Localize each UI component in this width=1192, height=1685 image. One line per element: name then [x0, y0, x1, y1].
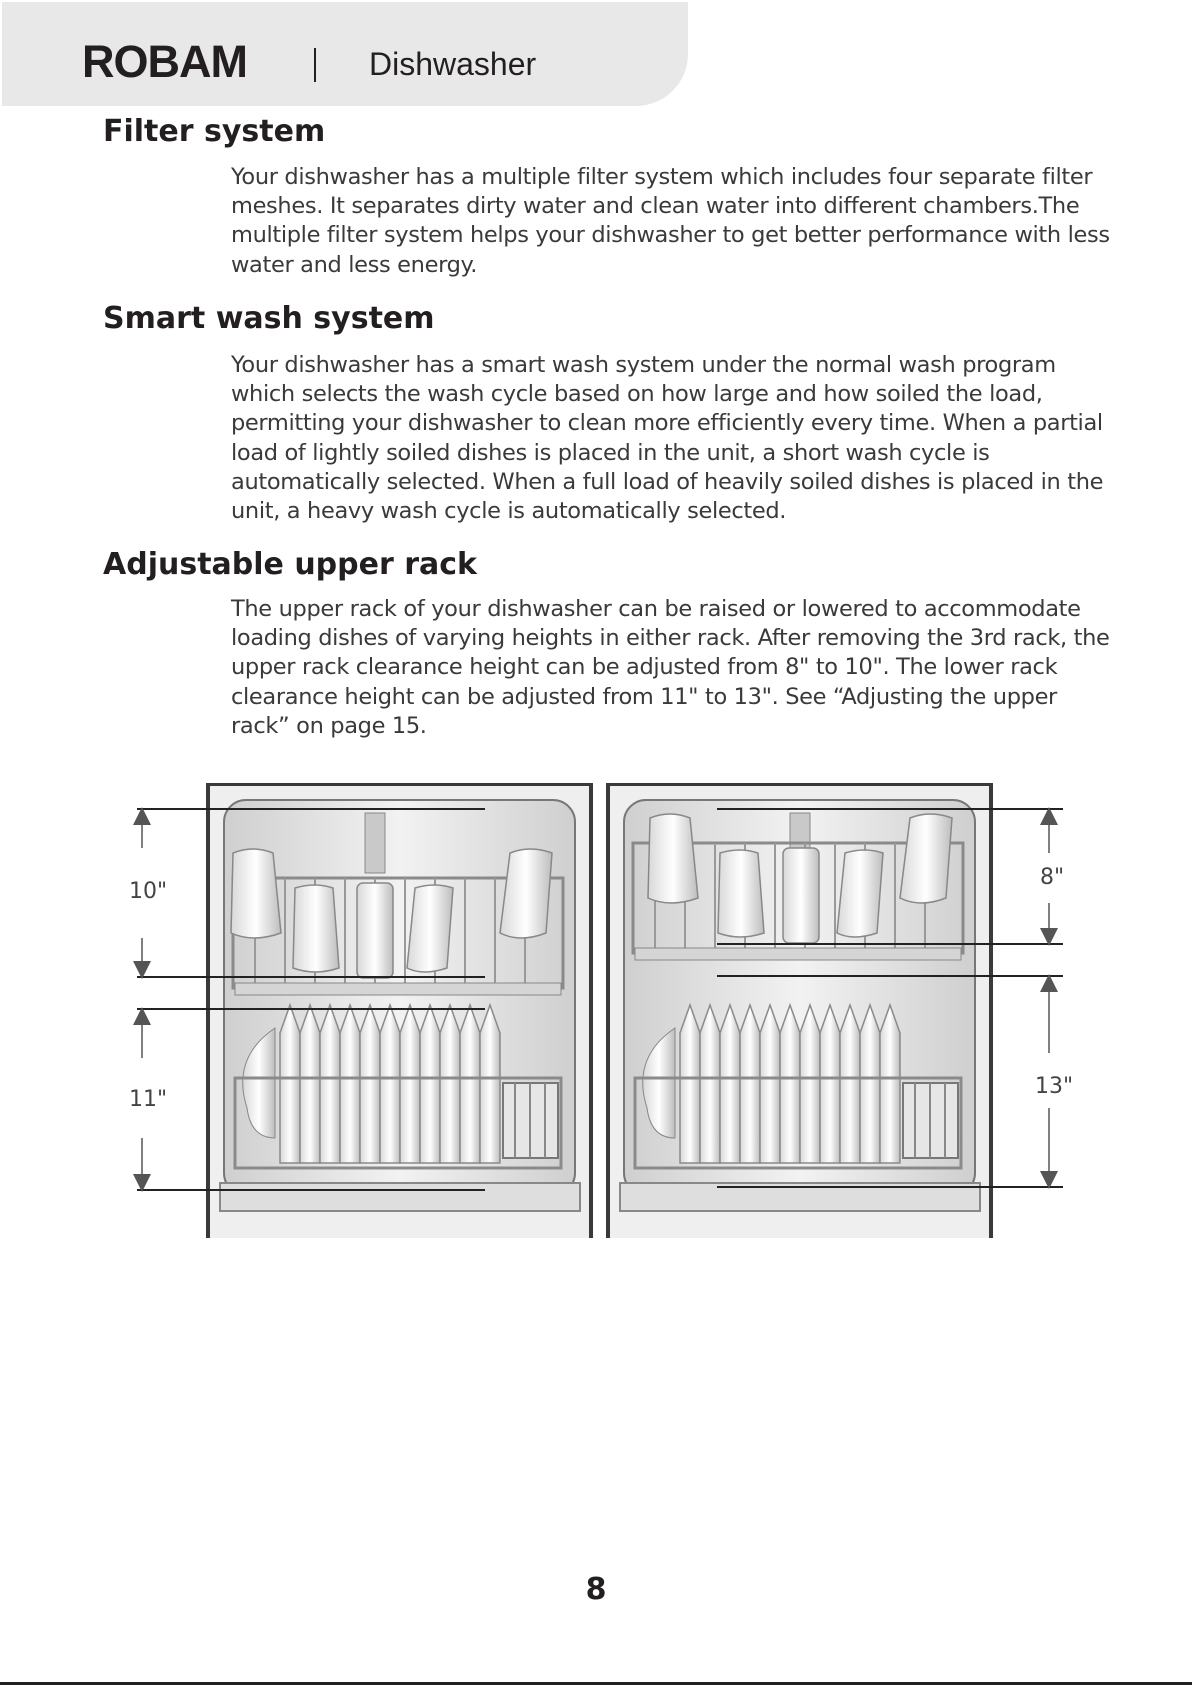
- section-title-adjustable-rack: Adjustable upper rack: [103, 547, 477, 582]
- left-lower-dimension-label: 11": [129, 1087, 168, 1112]
- section-title-smart-wash: Smart wash system: [103, 301, 435, 336]
- product-name: Dishwasher: [369, 46, 537, 82]
- left-dishwasher-image: [206, 783, 593, 1238]
- page-header: [2, 2, 688, 106]
- brand-logo: ROBAM: [82, 36, 247, 87]
- section-title-filter-system: Filter system: [103, 114, 326, 149]
- header-divider: [314, 48, 316, 82]
- right-dishwasher-image: [606, 783, 993, 1238]
- section-body-adjustable-rack: The upper rack of your dishwasher can be raised or lowered to accommodate loading dishes of varying heights in either rack. After removing the 3rd rack, the upper rack clearance height can be adjusted from 8" to 10". The lower rack clearance height can be adjusted from 11" to 13". See “Adjusting the upper rack” on page 15.: [231, 596, 1110, 739]
- rack-height-diagram: [125, 778, 1075, 1238]
- section-body-filter-system: Your dishwasher has a multiple filter system which includes four separate filter meshes. It separates dirty water and clean water into different chambers.The multiple filter system helps your dishwasher to get better performance with less water and less energy.: [231, 164, 1110, 278]
- section-body-smart-wash: Your dishwasher has a smart wash system under the normal wash program which selects the wash cycle based on how large and how soiled the load, permitting your dishwasher to clean more efficiently every time. When a partial load of lightly soiled dishes is placed in the unit, a short wash cycle is automatically selected. When a full load of heavily soiled dishes is placed in the unit, a heavy wash cycle is automatically selected.: [231, 352, 1104, 525]
- left-upper-dimension-label: 10": [129, 879, 168, 904]
- page-number: 8: [585, 1572, 607, 1607]
- rack-height-figure: [125, 778, 1075, 1238]
- right-upper-dimension-label: 8": [1040, 865, 1065, 890]
- right-lower-dimension-label: 13": [1035, 1074, 1074, 1099]
